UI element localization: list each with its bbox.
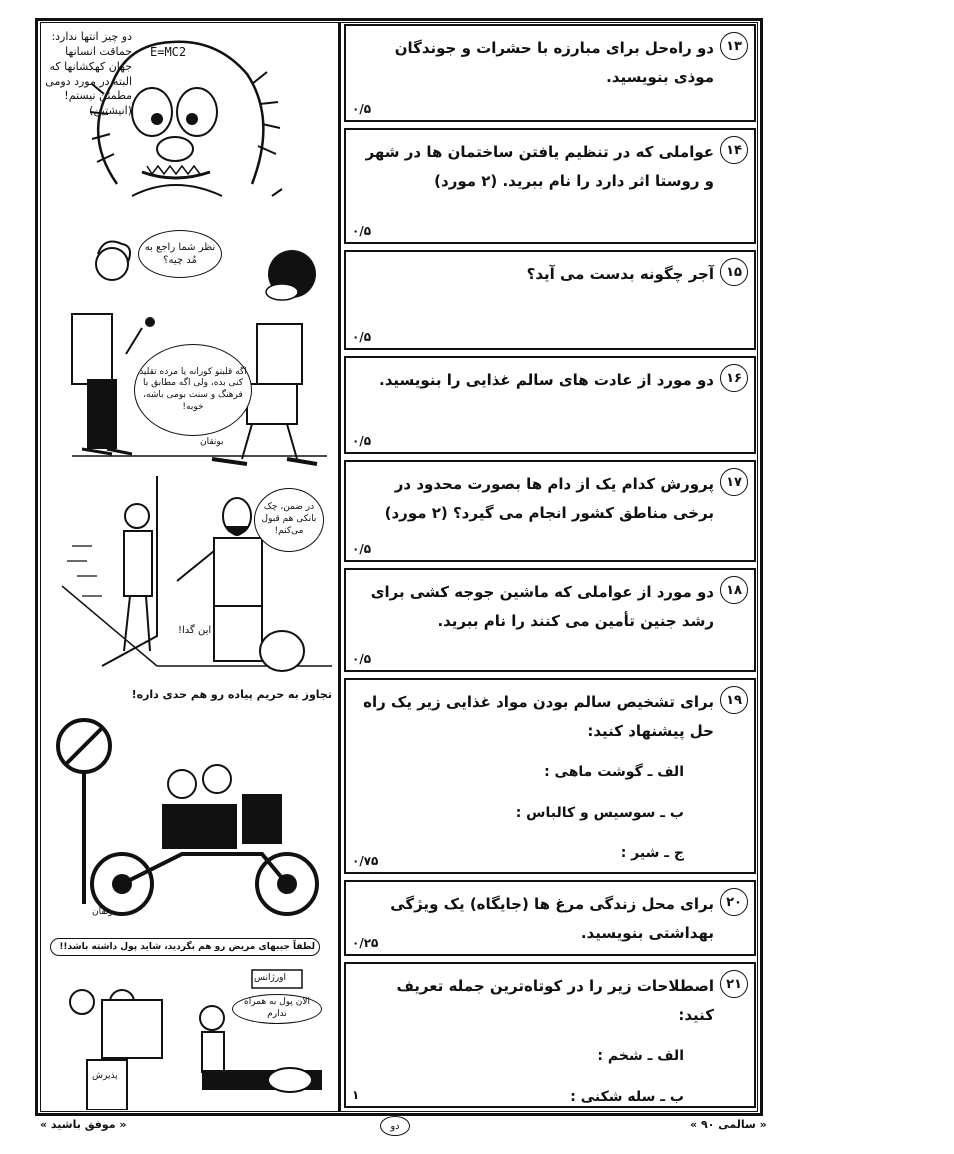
motorcycle-drawing [42, 684, 336, 924]
question-text: برای محل زندگی مرغ ها (جایگاه) یک ویژگی بهداشتی بنویسید. [390, 895, 714, 942]
question-21 [344, 962, 756, 1108]
cartoon-interview [42, 224, 336, 474]
question-text: دو مورد از عواملی که ماشین جوجه کشی برای رشد جنین تأمین می کنند را نام ببرید. [370, 583, 714, 630]
question-sub-b: ب ـ سوسیس و کالباس : [515, 804, 684, 821]
hospital-banner: لطفاً جیبهای مریض رو هم بگردید، شاید پول داشته باشد!! [50, 938, 320, 956]
wall-speech-bubble: در ضمن، چک بانکی هم قبول می‌کنم! [254, 488, 324, 552]
question-score: ۰/۵ [352, 434, 372, 448]
interview-question-bubble: نظر شما راجع به مُد چیه؟ [138, 230, 222, 278]
question-number: ۱۹ [720, 686, 748, 714]
question-number: ۱۳ [720, 32, 748, 60]
wall-sign: این گدا! [178, 625, 212, 636]
question-score: ۰/۵ [352, 330, 372, 344]
question-number: ۱۸ [720, 576, 748, 604]
question-sub-a: الف ـ شخم : [597, 1048, 684, 1064]
question-score: ۱ [352, 1088, 360, 1102]
question-20 [344, 880, 756, 956]
question-17 [344, 460, 756, 562]
footer-good-luck: « موفق باشید » [40, 1118, 127, 1131]
question-score: ۰/۵ [352, 542, 372, 556]
cartoon-einstein [42, 24, 336, 204]
question-14 [344, 128, 756, 244]
question-text: پرورش کدام یک از دام ها بصورت محدود در برخی مناطق کشور انجام می گیرد؟ (۲ مورد) [384, 475, 714, 522]
question-number: ۱۵ [720, 258, 748, 286]
question-16 [344, 356, 756, 454]
hospital-speech-bubble: الان پول به همراه ندارم [232, 994, 322, 1024]
question-number: ۲۱ [720, 970, 748, 998]
page-number: دو [380, 1116, 410, 1136]
question-sub-a: الف ـ گوشت ماهی : [544, 764, 684, 780]
question-number: ۲۰ [720, 888, 748, 916]
question-13 [344, 24, 756, 122]
motorcycle-signature: بونقان [92, 907, 116, 917]
question-sub-c: ج ـ شیر : [620, 845, 684, 862]
question-text: دو راه‌حل برای مبارزه با حشرات و جوندگان موذی بنویسید. [394, 39, 714, 86]
question-number: ۱۶ [720, 364, 748, 392]
column-divider [338, 22, 341, 1112]
question-text: آجر چگونه بدست می آید؟ [526, 265, 714, 283]
einstein-board-text: E=MC2 [150, 45, 187, 59]
hospital-emergency-sign: اورژانس [254, 973, 287, 983]
question-19 [344, 678, 756, 874]
question-text: عواملی که در تنظیم یافتن ساختمان ها در شهر و روستا اثر دارد را نام ببرید. (۲ مورد) [365, 143, 714, 190]
question-18 [344, 568, 756, 672]
cartoon-column [42, 24, 336, 1110]
interview-signature: بونقان [200, 437, 224, 447]
question-text: دو مورد از عادت های سالم غذایی را بنویسید. [379, 371, 714, 389]
question-stem: برای تشخیص سالم بودن مواد غذایی زیر یک راه حل پیشنهاد کنید: [363, 693, 714, 740]
question-score: ۰/۵ [352, 102, 372, 116]
cartoon-wall [42, 476, 336, 676]
question-score: ۰/۲۵ [352, 936, 379, 950]
hospital-desk-label: پذیرش [92, 1071, 118, 1081]
motorcycle-caption: تجاوز به حریم پیاده رو هم حدی داره! [131, 688, 332, 701]
question-stem: اصطلاحات زیر را در کوتاه‌ترین جمله تعریف کنید: [396, 977, 714, 1024]
question-15 [344, 250, 756, 350]
footer-year: « سالمی ۹۰ » [690, 1118, 767, 1131]
question-score: ۰/۷۵ [352, 854, 379, 868]
question-text [356, 972, 714, 1110]
interview-answer-bubble: اگه قلبتو کورانه یا مرده تقلید کنی بده، ولی اگه مطابق با فرهنگ و سنت بومی باشه، خوبه! [134, 344, 252, 436]
question-number: ۱۴ [720, 136, 748, 164]
question-score: ۰/۵ [352, 224, 372, 238]
einstein-caption: دو چیز انتها ندارد: حماقت انسانها جهان کهکشانها که البته در مورد دومی مطمئن نیستم! (انیشتین) [45, 30, 132, 118]
question-sub-b: ب ـ سله شکنی : [570, 1088, 684, 1105]
question-text [356, 688, 714, 867]
cartoon-hospital [42, 930, 336, 1110]
question-number: ۱۷ [720, 468, 748, 496]
cartoon-motorcycle [42, 684, 336, 924]
question-score: ۰/۵ [352, 652, 372, 666]
